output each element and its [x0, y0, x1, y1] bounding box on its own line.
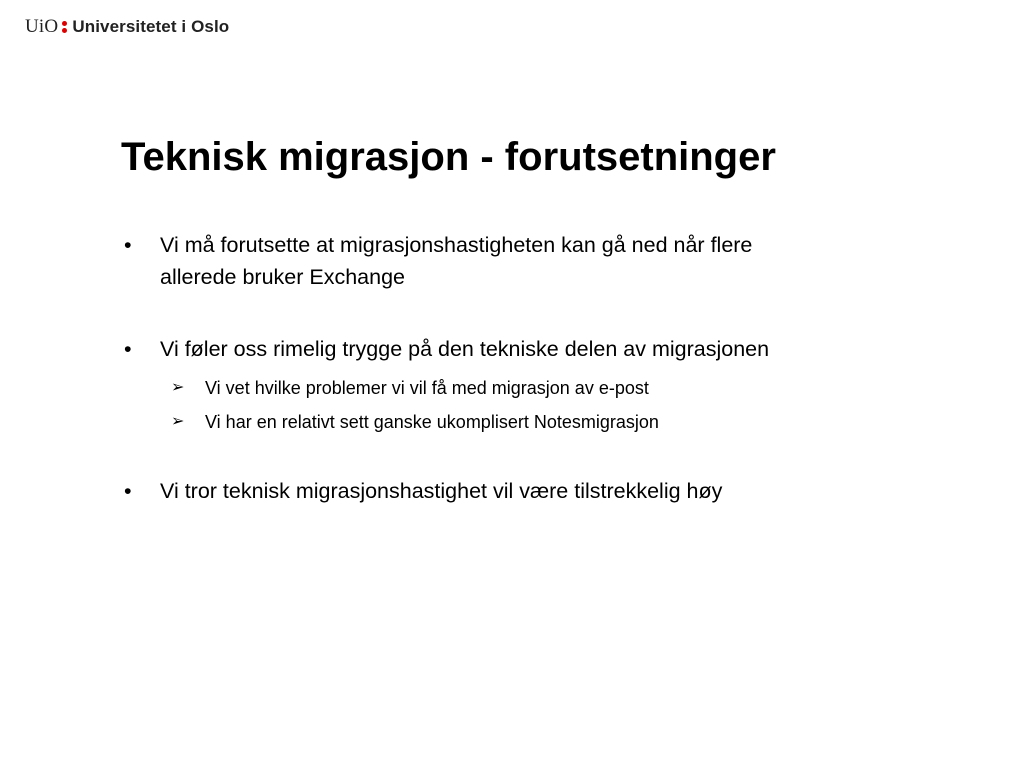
bullet-marker: • [124, 233, 132, 257]
sub-bullet-list [121, 371, 921, 439]
slide-title: Teknisk migrasjon - forutsetninger [121, 135, 776, 179]
arrow-bullet-icon: ➢ [171, 379, 185, 396]
bullet-item [121, 333, 921, 365]
logo-dots-icon [62, 20, 67, 34]
sub-bullet-text: Vi vet hvilke problemer vi vil få med migrasjon av e-post [205, 378, 649, 398]
sub-bullet-text: Vi har en relativt sett ganske ukomplisert Notesmigrasjon [205, 412, 659, 432]
slide-content [121, 229, 921, 507]
bullet-text-line: allerede bruker Exchange [160, 265, 406, 289]
logo-abbrev: UiO [25, 16, 59, 37]
arrow-bullet-icon: ➢ [171, 413, 185, 430]
bullet-item [121, 475, 921, 507]
uio-logo [25, 16, 229, 38]
bullet-marker: • [124, 479, 132, 503]
bullet-text-line: Vi føler oss rimelig trygge på den tekniske delen av migrasjonen [160, 337, 770, 361]
sub-bullet-item [121, 371, 921, 405]
bullet-marker: • [124, 337, 132, 361]
bullet-item [121, 229, 921, 293]
bullet-text-line: Vi tror teknisk migrasjonshastighet vil være tilstrekkelig høy [160, 479, 723, 503]
bullet-text-line: Vi må forutsette at migrasjonshastigheten kan gå ned når flere [160, 233, 753, 257]
sub-bullet-item [121, 405, 921, 439]
logo-name: Universitetet i Oslo [72, 17, 230, 36]
